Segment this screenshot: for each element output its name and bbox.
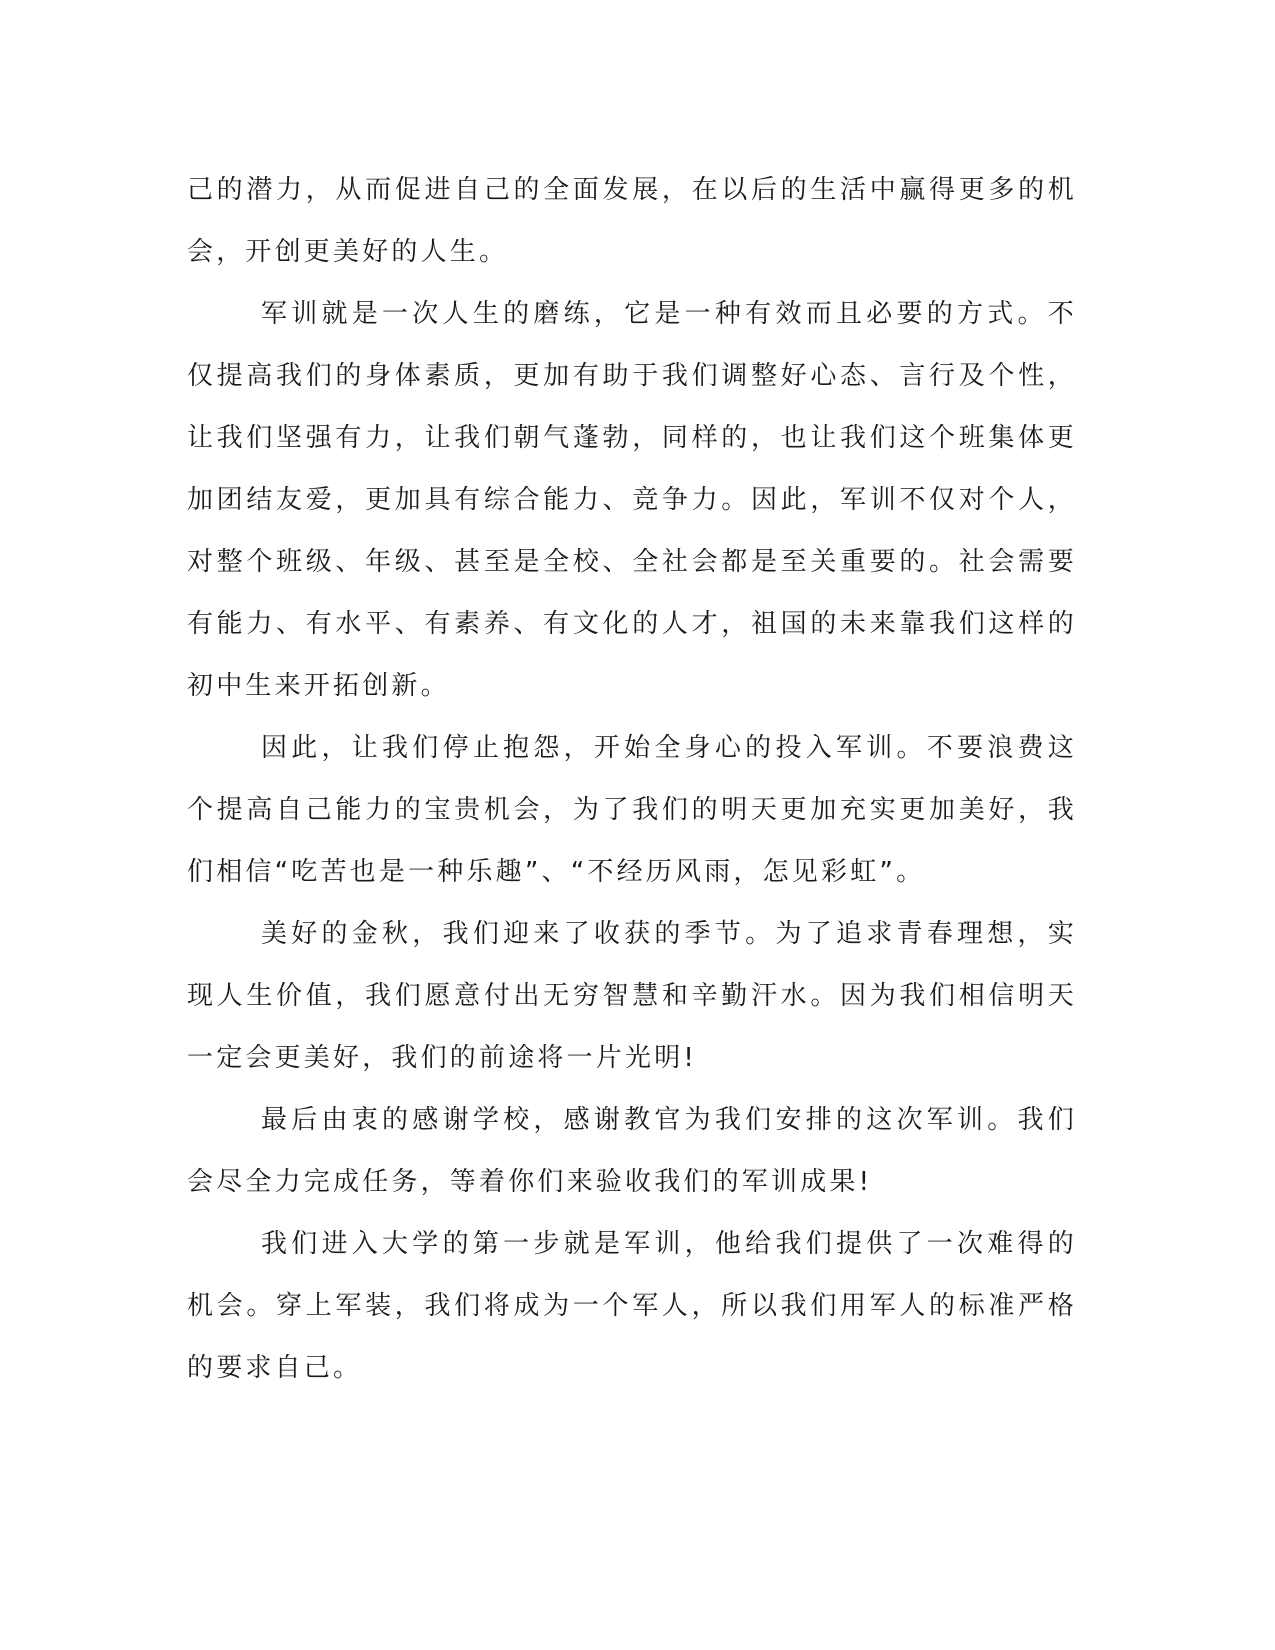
paragraph-5: 最后由衷的感谢学校，感谢教官为我们安排的这次军训。我们会尽全力完成任务，等着你们来验收我们的军训成果! — [187, 1105, 1077, 1197]
document-body — [187, 159, 1077, 1399]
paragraph-1: 己的潜力，从而促进自己的全面发展，在以后的生活中赢得更多的机会，开创更美好的人生。 — [187, 175, 1077, 267]
paragraph-2: 军训就是一次人生的磨练，它是一种有效而且必要的方式。不仅提高我们的身体素质，更加有助于我们调整好心态、言行及个性，让我们坚强有力，让我们朝气蓬勃，同样的，也让我们这个班集体更加团结友爱，更加具有综合能力、竞争力。因此，军训不仅对个人，对整个班级、年级、甚至是全校、全社会都是至关重要的。社会需要有能力、有水平、有素养、有文化的人才，祖国的未来靠我们这样的初中生来开拓创新。 — [187, 299, 1077, 701]
paragraph-4: 美好的金秋，我们迎来了收获的季节。为了追求青春理想，实现人生价值，我们愿意付出无穷智慧和辛勤汗水。因为我们相信明天一定会更美好，我们的前途将一片光明! — [187, 919, 1077, 1073]
paragraph-3: 因此，让我们停止抱怨，开始全身心的投入军训。不要浪费这个提高自己能力的宝贵机会，为了我们的明天更加充实更加美好，我们相信“吃苦也是一种乐趣”、“不经历风雨，怎见彩虹”。 — [187, 733, 1077, 887]
paragraph-6: 我们进入大学的第一步就是军训，他给我们提供了一次难得的机会。穿上军装，我们将成为一个军人，所以我们用军人的标准严格的要求自己。 — [187, 1229, 1077, 1383]
